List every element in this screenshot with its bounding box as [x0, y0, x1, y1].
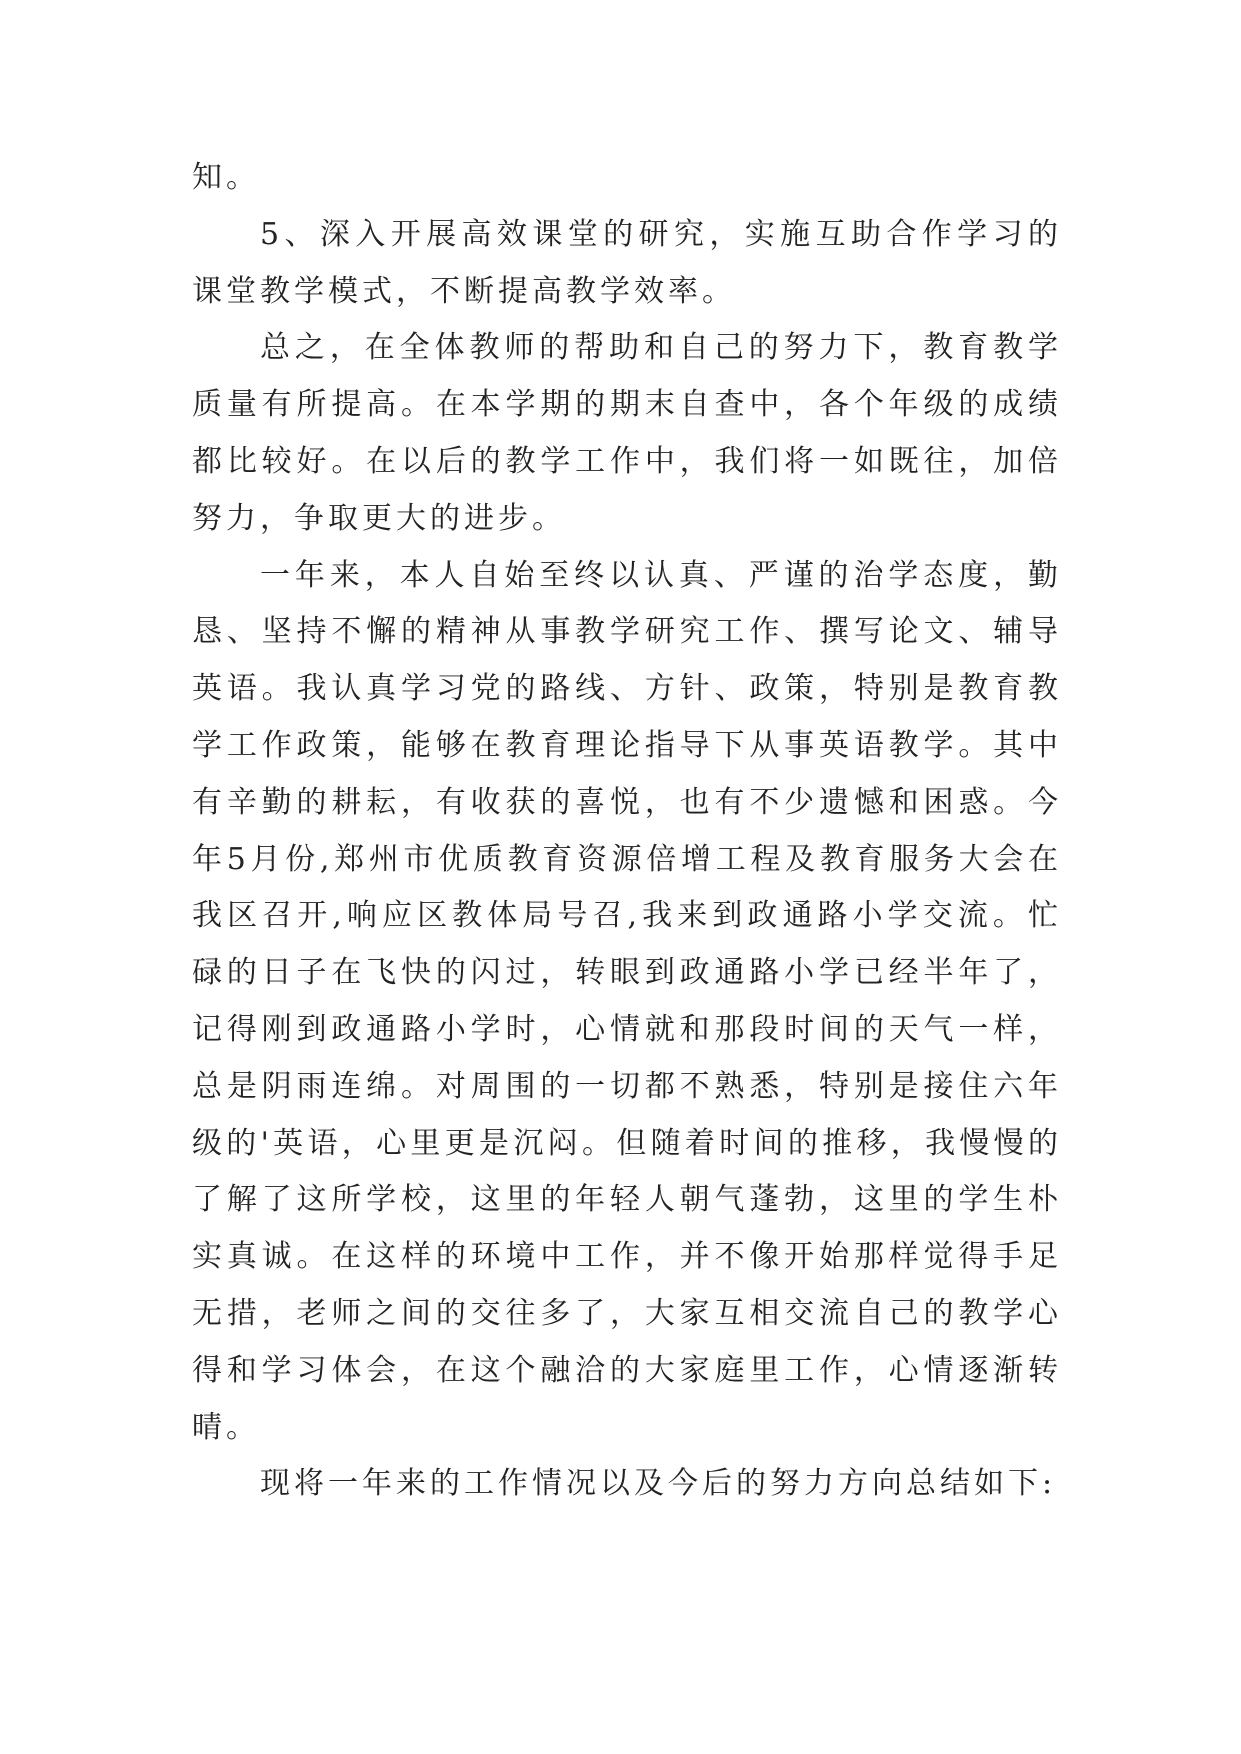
document-body — [192, 150, 1062, 1513]
paragraph-continuation: 知。 — [192, 160, 260, 195]
paragraph-intro-next: 现将一年来的工作情况以及今后的努力方向总结如下: — [260, 1466, 1057, 1502]
paragraph-summary: 总之，在全体教师的帮助和自己的努力下，教育教学质量有所提高。在本学期的期末自查中，各个年级的成绩都比较好。在以后的教学工作中，我们将一如既往，加倍努力，争取更大的进步。 — [192, 330, 1062, 536]
paragraph-item-5: 5、深入开展高效课堂的研究，实施互助合作学习的课堂教学模式，不断提高教学效率。 — [192, 216, 1062, 309]
paragraph-year-review: 一年来，本人自始至终以认真、严谨的治学态度，勤恳、坚持不懈的精神从事教学研究工作、撰写论文、辅导英语。我认真学习党的路线、方针、政策，特别是教育教学工作政策，能够在教育理论指导下从事英语教学。其中有辛勤的耕耘，有收获的喜悦，也有不少遗憾和困惑。今年5月份,郑州市优质教育资源倍增工程及教育服务大会在我区召开,响应区教体局号召,我来到政通路小学交流。忙碌的日子在飞快的闪过，转眼到政通路小学已经半年了，记得刚到政通路小学时，心情就和那段时间的天气一样，总是阴雨连绵。对周围的一切都不熟悉，特别是接住六年级的'英语，心里更是沉闷。但随着时间的推移，我慢慢的了解了这所学校，这里的年轻人朝气蓬勃，这里的学生朴实真诚。在这样的环境中工作，并不像开始那样觉得手足无措，老师之间的交往多了，大家互相交流自己的教学心得和学习体会，在这个融洽的大家庭里工作，心情逐渐转晴。 — [192, 557, 1062, 1445]
